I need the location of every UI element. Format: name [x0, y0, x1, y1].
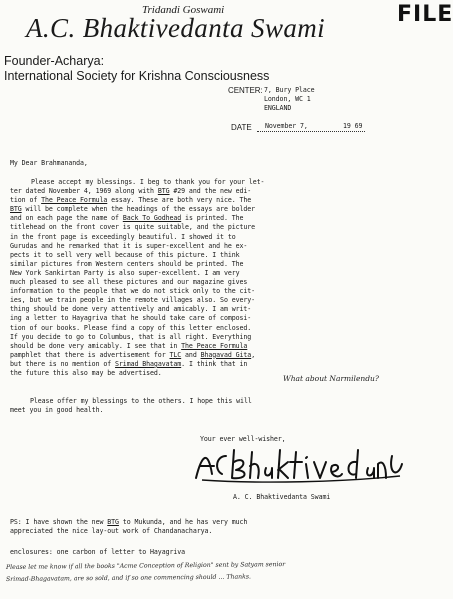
ps-text: PS: I have shown the new [10, 518, 108, 526]
body-line [10, 269, 426, 278]
body-underlined-title: The Peace Formula [181, 341, 248, 350]
body-text: the future this also may be advertised. [10, 368, 162, 377]
body-text: much pleased to see all these pictures and our magazine gives [10, 278, 248, 287]
body-text: will be complete when the headings of the essays are bolder [21, 205, 256, 214]
body-line [10, 196, 426, 205]
body-line [10, 305, 426, 314]
body-text: pects it to sell very well because of this picture. I think [10, 250, 240, 259]
body-text: information to the people that we do not stick only to the cit- [10, 287, 256, 296]
body-line [10, 351, 426, 360]
body-text: If you decide to go to Columbus, that is all right. Everything [10, 332, 252, 341]
body-line [10, 251, 426, 260]
body-underlined-title: BTG [157, 187, 170, 196]
date-value: November 7, [265, 122, 308, 130]
file-stamp: FILE [397, 2, 453, 27]
body-line [10, 360, 426, 369]
body-line [10, 324, 426, 333]
body-line [10, 223, 426, 232]
body-text: titlehead on the front cover is quite suitable, and the picture [10, 223, 256, 232]
society-name: International Society for Krishna Consciousness [4, 69, 270, 83]
body-text: and on each page the name of [10, 214, 123, 223]
body-text: #29 and the new edi- [169, 187, 252, 196]
body-text: pamphlet that there is advertisement for [10, 350, 170, 359]
body-line [10, 342, 426, 351]
body-underlined-title: Bhagavad Gita [200, 350, 252, 359]
center-address-line-3: ENGLAND [264, 104, 292, 112]
center-address-line-2: London, WC 1 [264, 95, 311, 103]
date-label: DATE [231, 123, 252, 132]
body-line [31, 178, 426, 187]
body-line [10, 242, 426, 251]
postscript [10, 518, 430, 536]
body-text: ing a letter to Hayagriva that he should take care of composi- [10, 314, 252, 323]
body-text: ies, but we train people in the remote villages also. So every- [10, 296, 256, 305]
body-text: should be done very amicably. I see that in [10, 341, 182, 350]
body-line [10, 233, 426, 242]
signature-text [192, 444, 193, 445]
tridandi-label: Tridandi Goswami [142, 4, 225, 16]
body-text: essay. These are both very nice. The [107, 196, 252, 205]
handwritten-footer-line-1: Please let me know if all the books "Acme Conception of Religion" sent by Satyam senior [5, 561, 286, 571]
body-text: Please accept my blessings. I beg to thank you for your let- [31, 178, 265, 186]
signature-image [192, 444, 407, 486]
body-line [10, 214, 426, 223]
body-line [10, 260, 426, 269]
center-address-line-1: 7, Bury Place [264, 86, 315, 94]
body-text: in the front page is exceedingly beautiful. I showed it to [10, 232, 236, 241]
ps-text: to Mukunda, and he has very much [118, 518, 248, 526]
body-line [10, 296, 426, 305]
date-year: 19 69 [343, 122, 363, 130]
body-line [10, 314, 426, 323]
body-text: tion of our books. Please find a copy of this letter enclosed. [10, 323, 252, 332]
body-text: ter dated November 4, 1969 along with [10, 187, 158, 196]
enclosures-line: enclosures: one carbon of letter to Hayagriva [10, 548, 186, 556]
body-line [10, 278, 426, 287]
ps-line [10, 527, 430, 536]
handwritten-footer-line-2: Srimad-Bhagavatam, are so sold, and if so one commencing should ... Thanks. [5, 573, 252, 583]
ps-line [10, 518, 430, 527]
date-rule [257, 131, 365, 132]
center-label: CENTER: [228, 86, 263, 95]
letterhead-name: A.C. Bhaktivedanta Swami [26, 13, 326, 43]
handwritten-note-narmilendu: What about Narmilendu? [283, 374, 379, 383]
body-text: and [181, 350, 201, 359]
closing-line-1: Please offer my blessings to the others. I hope this will [30, 397, 252, 405]
body-line [10, 205, 426, 214]
body-underlined-title: BTG [10, 205, 22, 214]
body-text: but there is no mention of [10, 359, 116, 368]
ps-underlined-title: BTG [107, 518, 119, 526]
closing-line-2: meet you in good health. [10, 406, 104, 414]
body-text: is printed. The [181, 214, 244, 223]
body-underlined-title: The Peace Formula [41, 196, 108, 205]
body-underlined-title: Srimad Bhagavatam [115, 359, 182, 368]
body-line [10, 187, 426, 196]
body-text: similar pictures from Western centers should be printed. The [10, 259, 244, 268]
body-text: Gurudas and he remarked that it is super-excellent and he ex- [10, 241, 248, 250]
valediction: Your ever well-wisher, [200, 435, 286, 443]
body-text: , [251, 350, 256, 359]
body-text: . I think that in [181, 359, 248, 368]
body-text: tion of [10, 196, 42, 205]
body-line [10, 333, 426, 342]
body-text: New York Sankirtan Party is also super-excellent. I am very [10, 268, 240, 277]
body-text: thing should be done very attentively and amicably. I am writ- [10, 305, 252, 314]
typed-name: A. C. Bhaktivedanta Swami [233, 493, 331, 501]
founder-acharya-label: Founder-Acharya: [4, 54, 105, 68]
body-underlined-title: Back To Godhead [122, 214, 182, 223]
salutation: My Dear Brahmananda, [10, 159, 88, 167]
body-line [10, 287, 426, 296]
letter-body [10, 178, 426, 378]
ps-text: appreciated the nice lay-out work of Chandanacharya. [10, 527, 213, 536]
body-underlined-title: TLC [169, 350, 182, 359]
